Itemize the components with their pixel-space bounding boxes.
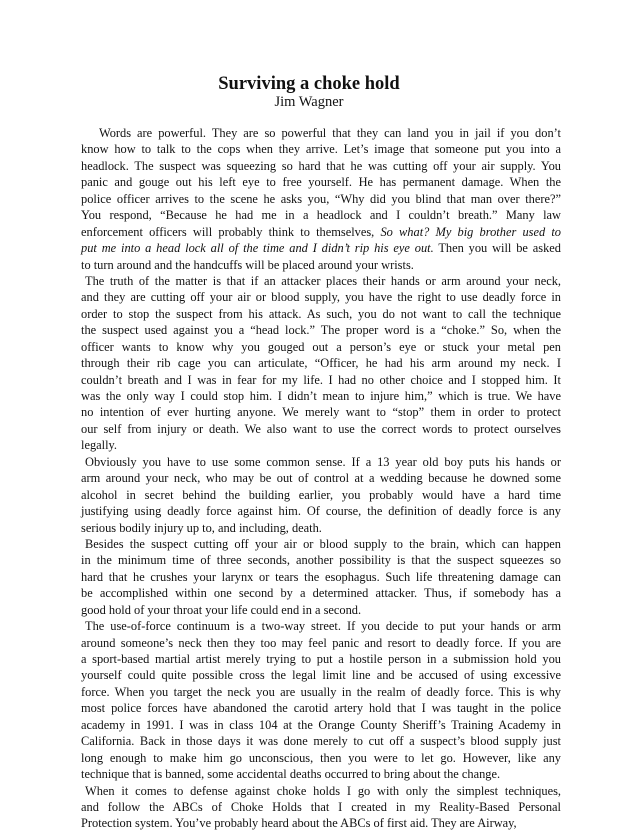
text-line [81, 700, 561, 716]
text-run: long enough to make him go unconscious, then you were to let go. However, like any [81, 750, 561, 765]
text-run: was the only way I could stop him. I didn’t mean to injure him,” which is true. We have [81, 389, 561, 403]
text-run: force. When you target the neck you are usually in the realm of deadly force. This is why [81, 684, 561, 699]
text-line [81, 618, 561, 634]
text-line [81, 487, 561, 503]
text-run: justifying using deadly force against him. Of course, the definition of deadly force is any [81, 504, 561, 519]
text-line [81, 207, 561, 223]
paragraph [81, 783, 561, 832]
text-run: serious bodily injury up to, and including, death. [81, 520, 322, 535]
text-line [81, 306, 561, 322]
text-line [81, 257, 561, 273]
text-line [81, 815, 561, 831]
text-line [81, 766, 561, 782]
text-line [81, 750, 561, 766]
paragraph [81, 454, 561, 536]
text-run: When it comes to defense against choke holds I go with only the simplest techniques, [85, 783, 561, 798]
text-line [81, 783, 561, 799]
text-line [81, 437, 561, 453]
text-line [81, 520, 561, 536]
text-line [81, 733, 561, 749]
text-run: headlock. The suspect was squeezing so hard that he was cutting off your air supply. You [81, 158, 561, 173]
text-run: panic and gouge out his left eye to free yourself. He has permanent damage. When the [81, 175, 561, 190]
paragraph [81, 536, 561, 618]
text-run: Words are powerful. They are so powerful that they can land you in jail if you don’t [99, 126, 561, 140]
text-run: no intention of ever hurting anyone. We merely want to “stop” them in order to protect [81, 405, 561, 420]
text-run: couldn’t breath and I was in fear for my life. I had no other choice and I stopped him. It [81, 372, 561, 387]
text-line [81, 651, 561, 667]
text-line [81, 273, 561, 289]
text-run: order to stop the suspect from his attack. As such, you do not want to call the technique [81, 306, 561, 321]
text-run: technique that is banned, some accidental deaths occurred to bring about the change. [81, 767, 501, 782]
article-body [81, 125, 561, 832]
text-line [81, 174, 561, 190]
text-run: legally. [81, 438, 118, 453]
text-run: officer wants to know why you gouged out a person’s eye or stuck your metal pen [81, 339, 561, 354]
text-line [81, 191, 561, 207]
text-line [81, 158, 561, 174]
text-run: academy in 1991. I was in class 104 at the Orange County Sheriff’s Training Academy in [81, 717, 561, 732]
text-line [81, 667, 561, 683]
text-run: Protection system. You’ve probably heard about the ABCs of first aid. They are Airway, [81, 816, 517, 831]
text-run: and follow the ABCs of Choke Holds that I created in my Reality-Based Personal [81, 799, 561, 814]
text-line [81, 289, 561, 305]
paragraph [81, 125, 561, 273]
text-line [81, 602, 561, 618]
text-run: California. Back in those days it was done merely to cut off a suspect’s blood supply just [81, 734, 561, 749]
text-run: a sport-based martial artist merely trying to put a hostile person in a submission hold you [81, 652, 561, 666]
text-line [81, 585, 561, 601]
text-run: our self from injury or death. We also want to use the correct words to protect ourselves [81, 421, 561, 436]
text-run: through their rib cage you can articulate, “Officer, he had his arm around my neck. I [81, 356, 561, 371]
text-line [81, 339, 561, 355]
text-line [81, 717, 561, 733]
paragraph [81, 618, 561, 782]
document-title: Surviving a choke hold [218, 74, 400, 94]
text-run: around someone’s neck then they too may feel panic and resort to deadly force. If you are [81, 635, 561, 650]
text-line [81, 470, 561, 486]
text-line [81, 684, 561, 700]
text-line [81, 552, 561, 568]
text-run: and they are cutting off your air or blood supply, you have the right to use deadly force in [81, 290, 561, 305]
author-name: Jim Wagner [274, 94, 344, 110]
paragraph [81, 273, 561, 454]
text-run: in the minimum time of three seconds, another possibility is that the suspect squeezes so [81, 553, 561, 568]
text-line [81, 141, 561, 157]
text-run: Then you will be asked [433, 241, 561, 256]
text-run: police officer arrives to the scene he asks you, “Why did you blind that man over there?” [81, 191, 561, 206]
text-line [81, 569, 561, 585]
text-run: enforcement officers will probably think to themselves, [81, 224, 381, 239]
text-run: be accomplished within one second by a determined attacker. Thus, if somebody has a [81, 586, 561, 601]
text-run: arm around your neck, who may be out of control at a wedding because he downed some [81, 471, 561, 486]
text-line [81, 454, 561, 470]
text-line [81, 635, 561, 651]
text-line [81, 355, 561, 371]
text-line [81, 421, 561, 437]
text-run: yourself could quite possible cross the legal limit line and be accused of using excessive [81, 668, 561, 683]
text-line [81, 372, 561, 388]
text-run: The use-of-force continuum is a two-way street. If you decide to put your hands or arm [85, 619, 561, 634]
text-run: know how to talk to the cops when they arrive. Let’s image that someone put you into a [81, 142, 561, 157]
text-run: Obviously you have to use some common sense. If a 13 year old boy puts his hands or [85, 454, 561, 469]
text-run: You respond, “Because he had me in a headlock and I couldn’t breath.” Many law [81, 208, 561, 223]
text-run: The truth of the matter is that if an attacker places their hands or arm around your neck, [85, 273, 561, 288]
text-run: alcohol in secret behind the building earlier, you probably would have a hard time [81, 487, 561, 502]
text-run: hard that he crushes your larynx or tears the esophagus. Such life threatening damage can [81, 569, 561, 584]
text-line [81, 503, 561, 519]
text-line [81, 125, 561, 141]
text-run: good hold of your throat your life could end in a second. [81, 602, 362, 617]
text-run: to turn around and the handcuffs will be placed around your wrists. [81, 257, 414, 272]
text-run: Besides the suspect cutting off your air or blood supply to the brain, which can happen [85, 536, 561, 551]
text-line [81, 388, 561, 404]
text-line [81, 224, 561, 240]
text-line [81, 404, 561, 420]
italic-text: So what? My big brother used to [380, 224, 561, 239]
text-line [81, 799, 561, 815]
text-line [81, 322, 561, 338]
text-run: most police forces have abandoned the carotid artery hold that I was taught in the police [81, 701, 561, 716]
text-line [81, 536, 561, 552]
text-line [81, 240, 561, 256]
text-run: the suspect used against you a “head lock.” The proper word is a “choke.” So, when the [81, 323, 561, 338]
italic-text: put me into a head lock all of the time and I didn’t rip his eye out. [81, 241, 434, 256]
